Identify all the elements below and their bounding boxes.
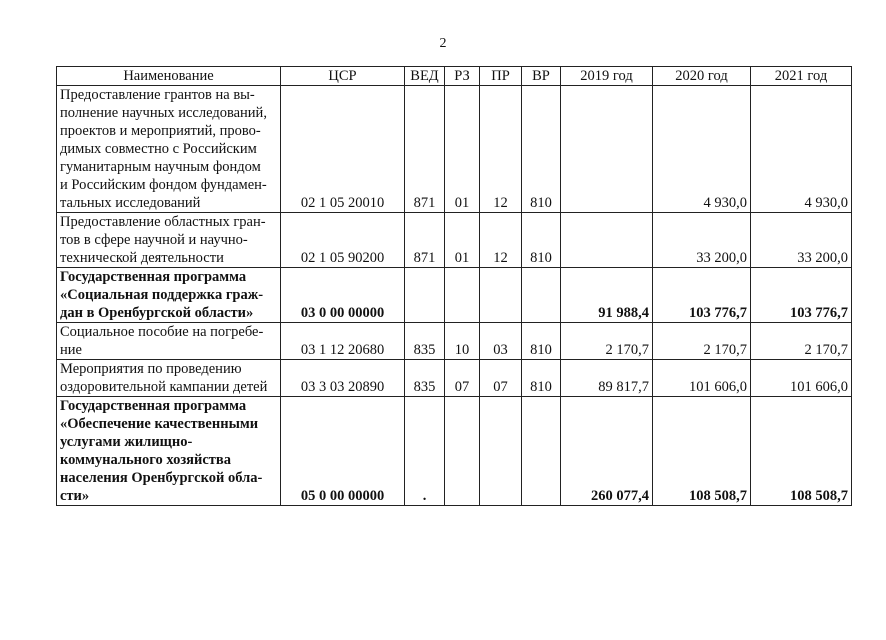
cell-2020: 108 508,7 <box>653 397 751 506</box>
cell-rz: 10 <box>445 323 480 360</box>
cell-csr: 05 0 00 00000 <box>281 397 405 506</box>
cell-name-line: Предоставление областных гран- <box>60 214 266 230</box>
cell-rz: 07 <box>445 360 480 397</box>
cell-name-line: Предоставление грантов на вы- <box>60 87 255 103</box>
header-ved: ВЕД <box>405 67 445 86</box>
cell-name-line: сти» <box>60 488 90 504</box>
table-header-row <box>57 67 852 86</box>
cell-name-line: гуманитарным научным фондом <box>60 159 261 175</box>
header-csr: ЦСР <box>281 67 405 86</box>
cell-2020: 103 776,7 <box>653 268 751 323</box>
cell-rz: 01 <box>445 86 480 213</box>
cell-name-line: «Социальная поддержка граж- <box>60 287 264 303</box>
cell-ved: . <box>405 397 445 506</box>
cell-vr: 810 <box>522 323 561 360</box>
cell-csr: 02 1 05 20010 <box>281 86 405 213</box>
cell-name-line: полнение научных исследований, <box>60 105 267 121</box>
cell-pr <box>480 397 522 506</box>
header-2019: 2019 год <box>561 67 653 86</box>
cell-name <box>57 86 281 213</box>
cell-name-line: димых совместно с Российским <box>60 141 257 157</box>
header-2021: 2021 год <box>751 67 852 86</box>
cell-2021: 2 170,7 <box>751 323 852 360</box>
table-row <box>57 397 852 506</box>
cell-name-line: ние <box>60 342 82 358</box>
cell-ved: 835 <box>405 360 445 397</box>
cell-name <box>57 323 281 360</box>
table-row <box>57 323 852 360</box>
cell-csr: 03 0 00 00000 <box>281 268 405 323</box>
cell-ved: 871 <box>405 86 445 213</box>
header-rz: РЗ <box>445 67 480 86</box>
cell-name-line: тальных исследований <box>60 195 201 211</box>
cell-2020: 2 170,7 <box>653 323 751 360</box>
header-name: Наименование <box>57 67 281 86</box>
cell-name-line: дан в Оренбургской области» <box>60 305 254 321</box>
cell-2019: 89 817,7 <box>561 360 653 397</box>
budget-table <box>56 66 852 506</box>
cell-pr: 12 <box>480 213 522 268</box>
cell-ved: 835 <box>405 323 445 360</box>
cell-2019: 91 988,4 <box>561 268 653 323</box>
cell-rz <box>445 268 480 323</box>
cell-2019: 2 170,7 <box>561 323 653 360</box>
header-pr: ПР <box>480 67 522 86</box>
page-number: 2 <box>439 36 447 51</box>
cell-name-line: проектов и мероприятий, прово- <box>60 123 261 139</box>
cell-2020: 101 606,0 <box>653 360 751 397</box>
cell-2020: 4 930,0 <box>653 86 751 213</box>
cell-2019 <box>561 86 653 213</box>
cell-name-line: «Обеспечение качественными <box>60 416 259 432</box>
cell-2021: 4 930,0 <box>751 86 852 213</box>
cell-ved: 871 <box>405 213 445 268</box>
cell-name-line: Государственная программа <box>60 269 247 285</box>
cell-name-line: тов в сфере научной и научно- <box>60 232 248 248</box>
cell-name-line: технической деятельности <box>60 250 224 266</box>
cell-2019: 260 077,4 <box>561 397 653 506</box>
cell-name-line: Государственная программа <box>60 398 247 414</box>
table-body <box>57 86 852 506</box>
cell-name-line: коммунального хозяйства <box>60 452 231 468</box>
cell-name <box>57 397 281 506</box>
table-row <box>57 360 852 397</box>
cell-name-line: Мероприятия по проведению <box>60 361 242 377</box>
cell-vr <box>522 397 561 506</box>
cell-2021: 33 200,0 <box>751 213 852 268</box>
table-row <box>57 213 852 268</box>
header-2020: 2020 год <box>653 67 751 86</box>
cell-name <box>57 268 281 323</box>
cell-vr <box>522 268 561 323</box>
cell-2021: 108 508,7 <box>751 397 852 506</box>
cell-2021: 103 776,7 <box>751 268 852 323</box>
cell-2021: 101 606,0 <box>751 360 852 397</box>
cell-ved <box>405 268 445 323</box>
cell-name <box>57 360 281 397</box>
cell-csr: 02 1 05 90200 <box>281 213 405 268</box>
table-row <box>57 86 852 213</box>
cell-name-line: услугами жилищно- <box>60 434 193 450</box>
cell-name-line: населения Оренбургской обла- <box>60 470 263 486</box>
cell-pr <box>480 268 522 323</box>
cell-rz <box>445 397 480 506</box>
cell-rz: 01 <box>445 213 480 268</box>
cell-vr: 810 <box>522 86 561 213</box>
cell-pr: 03 <box>480 323 522 360</box>
cell-name-line: и Российским фондом фундамен- <box>60 177 267 193</box>
cell-2019 <box>561 213 653 268</box>
cell-csr: 03 1 12 20680 <box>281 323 405 360</box>
cell-pr: 12 <box>480 86 522 213</box>
cell-2020: 33 200,0 <box>653 213 751 268</box>
cell-csr: 03 3 03 20890 <box>281 360 405 397</box>
cell-vr: 810 <box>522 213 561 268</box>
cell-name-line: оздоровительной кампании детей <box>60 379 268 395</box>
cell-vr: 810 <box>522 360 561 397</box>
table-row <box>57 268 852 323</box>
cell-name-line: Социальное пособие на погребе- <box>60 324 264 340</box>
cell-pr: 07 <box>480 360 522 397</box>
cell-name <box>57 213 281 268</box>
header-vr: ВР <box>522 67 561 86</box>
